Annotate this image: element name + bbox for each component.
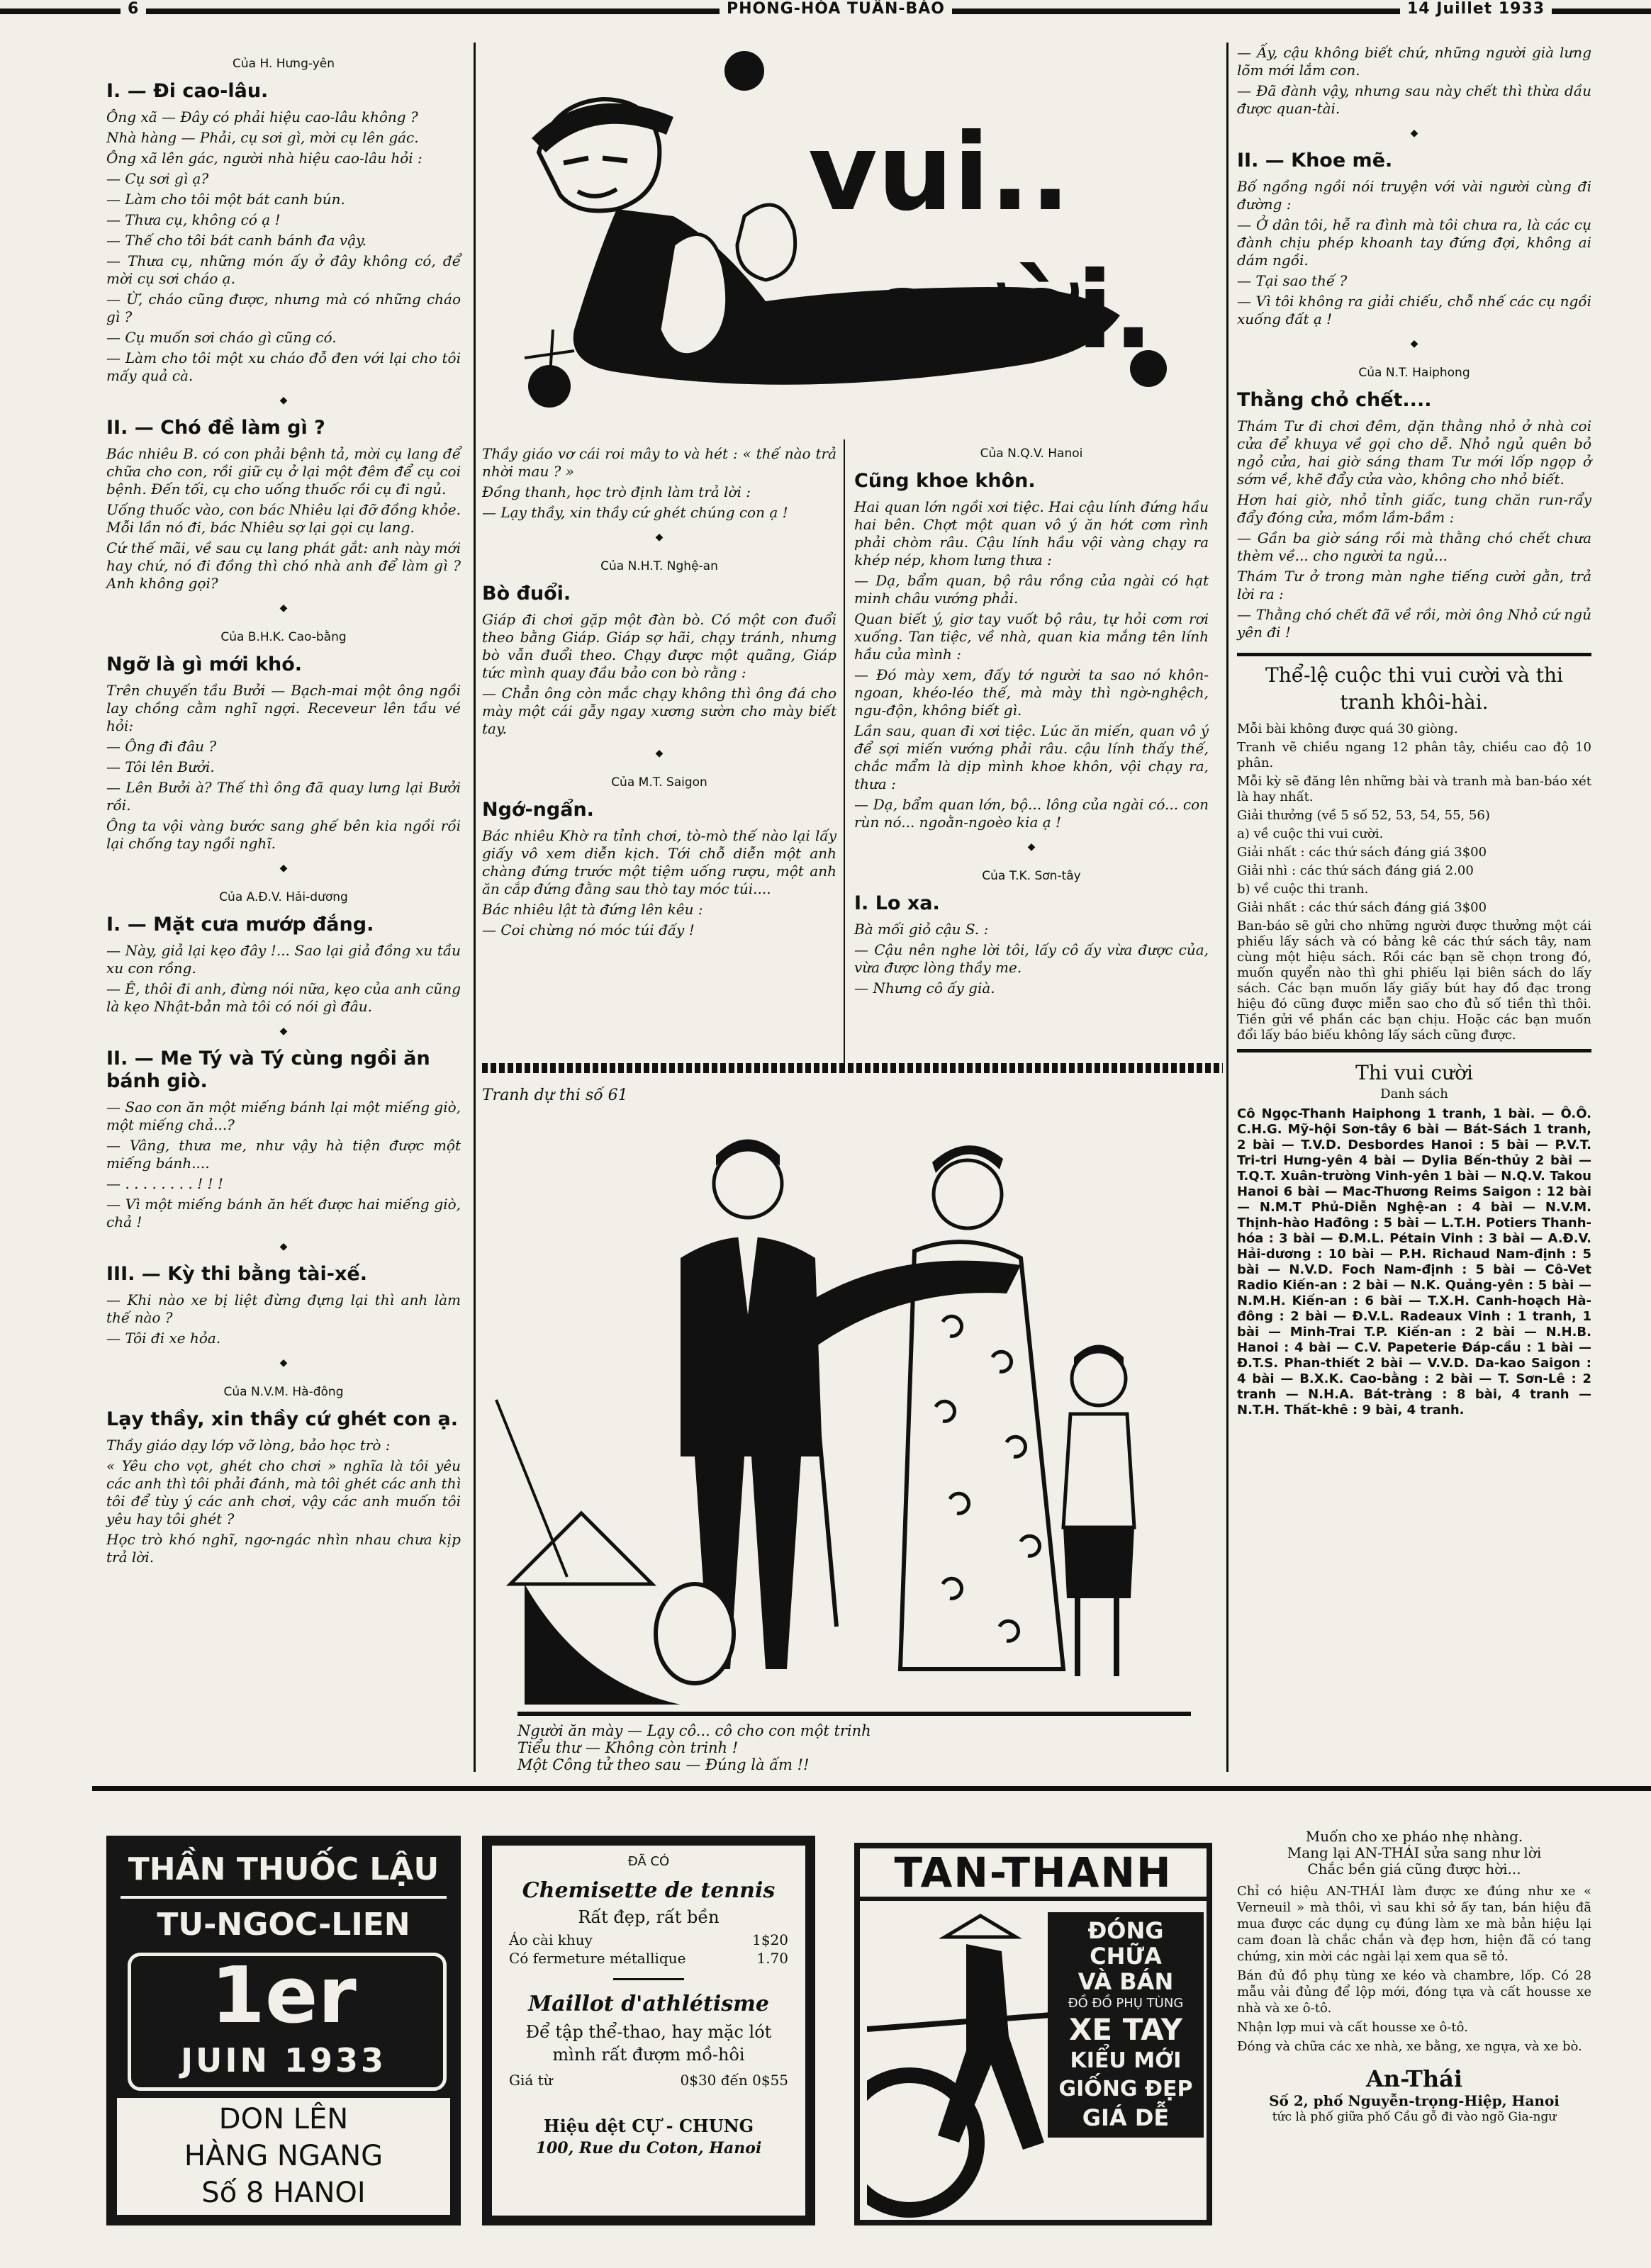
title-line-2: cười. (865, 249, 1154, 373)
column-1 (106, 55, 461, 1569)
paragraph: Ông xã — Đây có phải hiệu cao-lâu không ? (106, 108, 418, 125)
ad-date-day: 1er (211, 1950, 357, 2040)
ad-verse: Mang lại AN-THÁI sửa sang như lời (1287, 1844, 1542, 1861)
paragraph: Bác nhiêu Khờ ra tỉnh chơi, tò-mò thế nào lại lấy giấy vô xem diễn kịch. Tới chỗ diễn một anh chàng đứng trước một tiệm uống rượu, một anh ăn cắp đứng đằng sau thò tay móc túi.... (482, 827, 836, 897)
paragraph: Uống thuốc vào, con bác Nhiêu lại đỡ đồng khỏe. Mỗi lần nó đi, bác Nhiêu sợ lại gọi cụ lang. (106, 501, 461, 536)
paragraph: — Vì tôi không ra giải chiếu, chỗ nhế các cụ ngồi xuống đất ạ ! (1237, 293, 1591, 327)
paragraph: Bác nhiêu B. có con phải bệnh tả, mời cụ lang để chữa cho con, rồi giữ cụ ở lại một đêm để cụ coi bệnh. Đến tối, cụ cho uống thuốc rồi cụ đi ngủ. (106, 445, 461, 498)
winners-title: Thi vui cười (1355, 1061, 1473, 1084)
paragraph: — Sao con ăn một miếng bánh lại một miếng giò, một miếng chả...? (106, 1099, 461, 1133)
ad-tan-thanh (854, 1843, 1212, 2225)
paragraph: Chỉ có hiệu AN-THÁI làm được xe đúng như xe « Verneuil » mà thôi, vì sau khi sở ấy tan, bán hiệu đã mua được các dụng cụ đúng làm xe mà bản hiệu lại cam đoan là chắc chắn và đẹp hơn, hiện đã có tang chứng, xin mời các ngài lại xem qua sẽ tỏ. (1237, 1884, 1591, 1964)
paragraph: Đồng thanh, học trò định làm trả lời : (482, 483, 751, 500)
paragraph: — Tôi lên Bưởi. (106, 758, 215, 775)
paragraph: — Đó mày xem, đấy tớ người ta sao nó khôn-ngoan, khéo-léo thế, mà mày thì ngờ-nghệch, ngu-độn, không biết gì. (854, 666, 1209, 719)
paragraph: Giải nhất : các thứ sách đáng giá 3$00 (1237, 900, 1487, 915)
story-heading: I. — Đi cao-lâu. (106, 80, 269, 102)
paragraph: — Cậu nên nghe lời tôi, lấy cô ấy vừa được của, vừa được lòng thầy me. (854, 941, 1209, 976)
winners-subtitle: Danh sách (1380, 1087, 1448, 1101)
story-body (106, 108, 461, 385)
paragraph: — Tôi đi xe hỏa. (106, 1330, 221, 1347)
story-heading: Bò đuổi. (482, 583, 571, 605)
paragraph: — Làm cho tôi một xu cháo đỗ đen với lại cho tôi mấy quả cà. (106, 349, 461, 384)
ad-rule (121, 1896, 447, 1899)
paragraph: — Ở dân tôi, hễ ra đình mà tôi chưa ra, là các cụ đành chịu phép khoanh tay đứng đợi, không ai dám ngồi. (1237, 216, 1591, 269)
section-rule (1237, 653, 1591, 656)
ad-brand: TU-NGOC-LIEN (157, 1907, 410, 1943)
ad-shop-name: An-Thái (1365, 2065, 1463, 2092)
paragraph: Hơn hai giờ, nhỏ tỉnh giấc, tung chăn run-rẩy đẩy đóng cửa, mồm lầm-bầm : (1237, 491, 1591, 526)
ad-verse: Chắc bền giá cũng được hời... (1307, 1860, 1521, 1877)
ad-shop-name: Hiệu dệt CỰ - CHUNG (543, 2116, 754, 2136)
paragraph: — Cụ muốn sơi cháo gì cũng có. (106, 329, 337, 346)
divider-diamond: ◆ (1410, 128, 1418, 139)
credit: Của A.Đ.V. Hải-dương (219, 890, 348, 904)
caption-line: Người ăn mày — Lạy cô... cô cho con một trinh (517, 1722, 871, 1739)
paragraph: — Này, giả lại kẹo đây !... Sao lại giả đồng xu tầu xu con rồng. (106, 942, 461, 977)
price-row (492, 1948, 805, 1967)
paragraph: — Lạy thầy, xin thầy cứ ghét chúng con ạ ! (482, 504, 788, 521)
drawing-label: Tranh dự thi số 61 (482, 1087, 628, 1104)
paragraph: — Lên Bưởi à? Thế thì ông đã quay lưng lại Bưởi rồi. (106, 779, 461, 814)
story-heading: II. — Me Tý và Tý cùng ngồi ăn bánh giò. (106, 1048, 430, 1092)
paragraph: — Dạ, bẩm quan, bộ râu rồng của ngài có hạt minh châu vướng phải. (854, 572, 1209, 607)
column-rule (474, 43, 476, 1772)
credit: Của B.H.K. Cao-bằng (220, 630, 347, 644)
ad-verse: Muốn cho xe pháo nhẹ nhàng. (1305, 1828, 1523, 1845)
paragraph: Đóng và chữa các xe nhà, xe bằng, xe ngựa, và xe bò. (1237, 2039, 1582, 2054)
ad-rule (613, 1978, 684, 1980)
paragraph: Nhận lợp mui và cất housse xe ô-tô. (1237, 2020, 1468, 2035)
story-heading: Cũng khoe khôn. (854, 470, 1036, 492)
ad-line: GIỐNG ĐẸP (1058, 2077, 1193, 2101)
laughing-man-drawing (510, 32, 1219, 429)
paragraph: — Vì một miếng bánh ăn hết được hai miếng giò, chả ! (106, 1196, 461, 1230)
paragraph: — Coi chừng nó móc túi đấy ! (482, 921, 695, 938)
price-label: Áo cài khuy (509, 1931, 593, 1948)
paragraph: — Đã đành vậy, nhưng sau này chết thì thừa dầu được quan-tài. (1237, 82, 1591, 117)
story-heading: Lạy thầy, xin thầy cứ ghét con ạ. (106, 1408, 459, 1430)
winners-list: Cô Ngọc-Thanh Haiphong 1 tranh, 1 bài. — Ô.Ô. C.H.G. Mỹ-hội Sơn-tây 6 bài — Bát-Sách 1 tranh, 2 bài — T.V.D. Desbordes Hanoi : 5 bài — P.V.T. Tri-tri Hưng-yên 4 bài — Dylia Bến-thủy 2 bài — T.Q.T. Xuân-trường Vinh-yên 1 bài — N.Q.V. Takou Hanoi 6 bài — Mac-Thương Reims Saigon : 12 bài — N.M.T Phủ-Diễn Nghệ-an : 4 bài — N.V.M. Thịnh-hào Hađông : 5 bài — L.T.H. Potiers Thanh-hóa : 3 bài — Đ.M.L. Pétain Vinh : 3 bài — A.Đ.V. Hải-dương : 10 bài — P.H. Richaud Nam-định : 5 bài — N.V.D. Foch Nam-định : 5 bài — Cô-Vet Radio Kiến-an : 2 bài — N.K. Quảng-yên : 5 bài — N.M.H. Kiến-an : 6 bài — T.X.H. Canh-hoạch Hà-đông : 2 bài — Đ.V.L. Radeaux Vinh : 1 tranh, 1 bài — Minh-Trai T.P. Kiến-an : 2 bài — N.H.B. Hanoi : 4 bài — C.V. Papeterie Đáp-cầu : 1 bài — Đ.T.S. Phan-thiết 2 bài — V.V.D. Da-kao Saigon : 4 bài — B.X.K. Cao-bằng : 2 bài — T. Sơn-Lê : 2 tranh — N.H.A. Bát-tràng : 8 bài, 4 tranh — N.T.H. Thất-khê : 9 bài, 4 tranh. (1237, 1106, 1591, 1418)
title-line-1: vui.. (808, 111, 1070, 235)
price-label: Có fermeture métallique (509, 1950, 686, 1967)
paragraph: — Gần ba giờ sáng rồi mà thằng chó chết chưa thèm về... cho người ta ngủ... (1237, 529, 1591, 564)
ad-product-subtitle: Rất đẹp, rất bền (578, 1907, 720, 1927)
paragraph: Tranh vẽ chiều ngang 12 phân tây, chiều cao độ 10 phân. (1237, 740, 1591, 770)
story-heading: II. — Khoe mẽ. (1237, 150, 1393, 172)
divider-diamond: ◆ (1410, 338, 1418, 349)
paragraph: Thám Tư đi chơi đêm, dặn thằng nhỏ ở nhà coi cửa để khuya về gọi cho dễ. Nhỏ ngủ quên bỏ ngỏ cửa, hai giờ sáng tham Tư mới lốp ngọp ở sớm về, khẽ đẩy cửa vào, không cho nhỏ biết. (1237, 417, 1591, 488)
caption-line: Tiểu thư — Không còn trinh ! (517, 1739, 739, 1756)
ad-shop-directions: tức là phố giữa phố Cầu gỗ đi vào ngõ Gia-ngư (1272, 2110, 1557, 2124)
column-2 (482, 445, 836, 942)
ads-rule (92, 1786, 1651, 1791)
masthead (0, 0, 1651, 21)
paragraph: — Vâng, thưa me, như vậy hà tiện được một miếng bánh.... (106, 1137, 461, 1172)
divider-diamond: ◆ (279, 1357, 288, 1369)
paragraph: — Nhưng cô ấy già. (854, 979, 995, 997)
ad-shop-address: Số 2, phố Nguyễn-trọng-Hiệp, Hanoi (1269, 2092, 1560, 2109)
paragraph: Ban-báo sẽ gửi cho những người được thưởng một cái phiếu lấy sách và có bảng kê các thứ sách tây, nam cùng một hiệu sách. Rồi các bạn sẽ chọn trong đó, muốn quyển nào thì ghi phiếu lại biên sách do lấy sách. Các bạn muốn lấy giấy bút hay đồ đạc trong hiệu đó cũng được miễn sao cho đủ số tiền thì thôi. Tiền gửi về phần các bạn chịu. Hoặc các bạn muốn đổi lấy báo biếu không lấy sách cũng được. (1237, 919, 1591, 1043)
paragraph: Quan biết ý, giơ tay vuốt bộ râu, tự hỏi cơm rơi xuống. Tan tiệc, về nhà, quan kia mắng tên lính hầu của mình : (854, 610, 1209, 663)
paragraph: — Dạ, bẩm quan lớn, bộ... lông của ngài có... con rùn nó... ngoằn-ngoèo kia ạ ! (854, 796, 1209, 831)
story-heading: Ngớ-ngẩn. (482, 799, 594, 821)
credit: Của N.V.M. Hà-đông (223, 1385, 344, 1399)
contest-drawing (482, 1081, 1223, 1773)
ad-shop-address: 100, Rue du Coton, Hanoi (535, 2139, 762, 2157)
paragraph: Bà mối giỏ cậu S. : (854, 921, 989, 938)
story-heading: I. Lo xa. (854, 892, 940, 914)
ad-line: HÀNG NGANG (184, 2140, 384, 2172)
ad-line: XE TAY (1069, 2012, 1182, 2047)
paragraph: — . . . . . . . . ! ! ! (106, 1175, 223, 1192)
divider-diamond: ◆ (279, 863, 288, 874)
paragraph: Giải nhất : các thứ sách đáng giá 3$00 (1237, 845, 1487, 860)
rickshaw-puller-drawing (867, 1909, 1051, 2221)
divider-diamond: ◆ (279, 1241, 288, 1252)
ad-an-thai (1237, 1829, 1591, 2225)
paragraph: — Thế cho tôi bát canh bánh đa vậy. (106, 232, 367, 249)
paragraph: Bố ngồng ngồi nói truyện với vài người cùng đi đường : (1237, 178, 1591, 213)
paragraph: — Ấy, cậu không biết chứ, những người già lưng lõm mới lắm con. (1237, 44, 1591, 79)
paragraph: Ông ta vội vàng bước sang ghế bên kia ngồi rồi lại chống tay ngồi nghĩ. (106, 817, 461, 852)
price-label: Giá từ (509, 2072, 553, 2089)
contest-rules-title: Thể-lệ cuộc thi vui cười và thi tranh khôi-hài. (1265, 663, 1563, 714)
ad-product-subtitle: Để tập thể-thao, hay mặc lót mình rất đượm mồ-hôi (525, 2022, 772, 2065)
ad-services-box (1048, 1912, 1204, 2138)
caption-line: Một Công tử theo sau — Đúng là ấm !! (517, 1756, 810, 1773)
paragraph: Bán đủ đồ phụ tùng xe kéo và chambre, lốp. Có 28 mẫu vải đủng để lộp mới, đóng tựa và cất housse xe nhà và xe ô-tô. (1237, 1968, 1591, 2016)
paragraph: Giáp đi chơi gặp một đàn bò. Có một con đuổi theo bằng Giáp. Giáp sợ hãi, chạy tránh, nhưng bò vẫn đuổi theo. Chạy được một quãng, Giáp tức mình quay đầu bảo con bò rằng : (482, 611, 836, 681)
credit: Của N.Q.V. Hanoi (980, 447, 1083, 461)
story-heading: Thằng chỏ chết.... (1237, 389, 1432, 411)
paragraph: Hai quan lớn ngồi xơi tiệc. Hai cậu lính đứng hầu hai bên. Chợt một quan vô ý ăn hớt cơm rình phải chòm râu. Cậu lính hầu vội vàng chạy ra khép nép, khom lưng thưa : (854, 498, 1209, 568)
paragraph: — Ông đi đâu ? (106, 738, 217, 755)
paragraph: — Cụ sơi gì ạ? (106, 170, 209, 187)
credit: Của M.T. Saigon (611, 775, 707, 790)
column-4 (1237, 44, 1591, 1418)
column-3 (854, 445, 1209, 1000)
dotted-rule (482, 1063, 1223, 1073)
ad-product-title: Maillot d'athlétisme (528, 1992, 769, 2016)
beggar-scene-drawing (482, 1088, 1223, 1726)
price-value: 1.70 (756, 1950, 788, 1967)
page-number: 6 (121, 0, 146, 18)
ad-line: KIỂU MỚI (1070, 2048, 1182, 2073)
price-row (492, 1927, 805, 1948)
paragraph: Giải nhì : các thứ sách đáng giá 2.00 (1237, 863, 1474, 878)
story-heading: II. — Chó đề làm gì ? (106, 417, 325, 439)
paragraph: b) về cuộc thi tranh. (1237, 882, 1369, 897)
paragraph: — Làm cho tôi một bát canh bún. (106, 191, 345, 208)
ad-line: GIÁ DỄ (1082, 2104, 1170, 2131)
ad-kicker: ĐÃ CÓ (627, 1854, 670, 1869)
paragraph: Thầy giáo dạy lớp vỡ lòng, bảo học trò : (106, 1437, 391, 1454)
column-rule (1226, 43, 1229, 1772)
paragraph: Cứ thế mãi, về sau cụ lang phát gắt: anh này mới hay chứ, nó đi đồng thì chó nhà anh để làm gì ? Anh không gọi? (106, 539, 461, 592)
story-heading: I. — Mặt cưa mướp đắng. (106, 914, 374, 936)
paragraph: Mỗi bài không được quá 30 giòng. (1237, 722, 1458, 736)
paragraph: — Ừ, cháo cũng được, nhưng mà có những cháo gì ? (106, 291, 461, 325)
ad-product-title: Chemisette de tennis (522, 1878, 776, 1903)
ad-line: ĐỒ ĐỒ PHỤ TÙNG (1068, 1996, 1184, 2011)
paragraph: Lần sau, quan đi xơi tiệc. Lúc ăn miến, quan vô ý để sợi miến vướng phải râu. cậu lính thấy thế, chắc mẩm là dịp mình khoe khôn, vội chạy ra, thưa : (854, 722, 1209, 792)
credit: Của H. Hưng-yên (232, 57, 335, 71)
paragraph: Thầy giáo vơ cái roi mây to và hét : « thế nào trả nhời mau ? » (482, 445, 836, 480)
story-heading: Ngỡ là gì mới khó. (106, 653, 303, 675)
ad-date: JUIN 1933 (180, 2041, 387, 2079)
paragraph: — Khi nào xe bị liệt đừng đựng lại thì anh làm thế nào ? (106, 1291, 461, 1326)
divider-diamond: ◆ (279, 1026, 288, 1037)
divider-diamond: ◆ (279, 395, 288, 406)
paragraph: — Ê, thôi đi anh, đừng nói nữa, kẹo của anh cũng là kẹo Nhật-bản mà tôi có nói gì đâu. (106, 980, 461, 1015)
divider-diamond: ◆ (279, 602, 288, 614)
ad-line: Số 8 HANOI (201, 2177, 366, 2209)
paragraph: — Tại sao thế ? (1237, 272, 1348, 289)
credit: Của T.K. Sơn-tây (982, 869, 1081, 883)
paragraph: Bác nhiêu lật tà đứng lên kêu : (482, 901, 703, 918)
title-illustration (510, 32, 1219, 429)
paragraph: Nhà hàng — Phải, cụ sơi gì, mời cụ lên gác. (106, 129, 419, 146)
price-value: 1$20 (752, 1931, 788, 1948)
paragraph: — Thằng chó chết đã về rồi, mời ông Nhỏ cứ ngủ yên đi ! (1237, 606, 1591, 641)
ad-cu-chung (482, 1836, 815, 2225)
paragraph: Thám Tư ở trong màn nghe tiếng cười gằn, trả lời ra : (1237, 568, 1591, 602)
paragraph: Mỗi kỳ sẽ đăng lên những bài và tranh mà ban-báo xét là hay nhất. (1237, 774, 1591, 804)
paragraph: Trên chuyến tầu Bưởi — Bạch-mai một ông ngồi lay chồng cằm nghĩ ngợi. Receveur lên tầu vé hỏi: (106, 682, 461, 734)
ad-line: ĐÓNG (1087, 1917, 1164, 1944)
ad-line: VÀ BÁN (1078, 1968, 1174, 1995)
divider-diamond: ◆ (655, 532, 664, 543)
ad-than-thuoc-lau (106, 1836, 461, 2225)
credit: Của N.T. Haiphong (1358, 366, 1470, 380)
drawing-caption (517, 1722, 871, 1773)
divider-diamond: ◆ (655, 748, 664, 759)
ad-headline: THẦN THUỐC LẬU (128, 1851, 440, 1887)
ad-address-box (117, 2098, 450, 2215)
price-value: 0$30 đến 0$55 (680, 2072, 788, 2089)
ad-line: CHỮA (1090, 1943, 1162, 1970)
paragraph: Học trò khó nghĩ, ngơ-ngác nhìn nhau chưa kịp trả lời. (106, 1531, 461, 1566)
paragraph: — Thưa cụ, những món ấy ở đây không có, để mời cụ sơi cháo ạ. (106, 252, 461, 287)
paragraph: — Chẳn ông còn mắc chạy không thì ông đá cho mày một cái gẫy ngay xương sườn cho mày biết tay. (482, 685, 836, 737)
divider-diamond: ◆ (1027, 841, 1036, 853)
section-rule (1237, 1049, 1591, 1052)
story-heading: III. — Kỳ thi bằng tài-xế. (106, 1263, 367, 1285)
price-row (492, 2066, 805, 2089)
credit: Của N.H.T. Nghệ-an (600, 559, 718, 573)
ad-line: DON LÊN (218, 2103, 349, 2135)
column-rule (844, 439, 845, 1063)
paragraph: Giải thưởng (về 5 số 52, 53, 54, 55, 56) (1237, 808, 1490, 823)
paragraph: « Yêu cho vọt, ghét cho chơi » nghĩa là tôi yêu các anh thì tôi phải đánh, mà tôi ghét các anh thì tôi để tùy ý các anh chơi, vậy các anh muốn tôi yêu hay tôi ghét ? (106, 1457, 461, 1527)
issue-date: 14 Juillet 1933 (1400, 0, 1552, 18)
ad-brand: TAN-THANH (860, 1848, 1207, 1901)
paragraph: — Thưa cụ, không có ạ ! (106, 211, 281, 228)
paragraph: Ông xã lên gác, người nhà hiệu cao-lâu hỏi : (106, 150, 422, 167)
paper-title: PHONG-HÓA TUẦN-BÁO (720, 0, 952, 18)
paragraph: a) về cuộc thi vui cười. (1237, 826, 1384, 841)
